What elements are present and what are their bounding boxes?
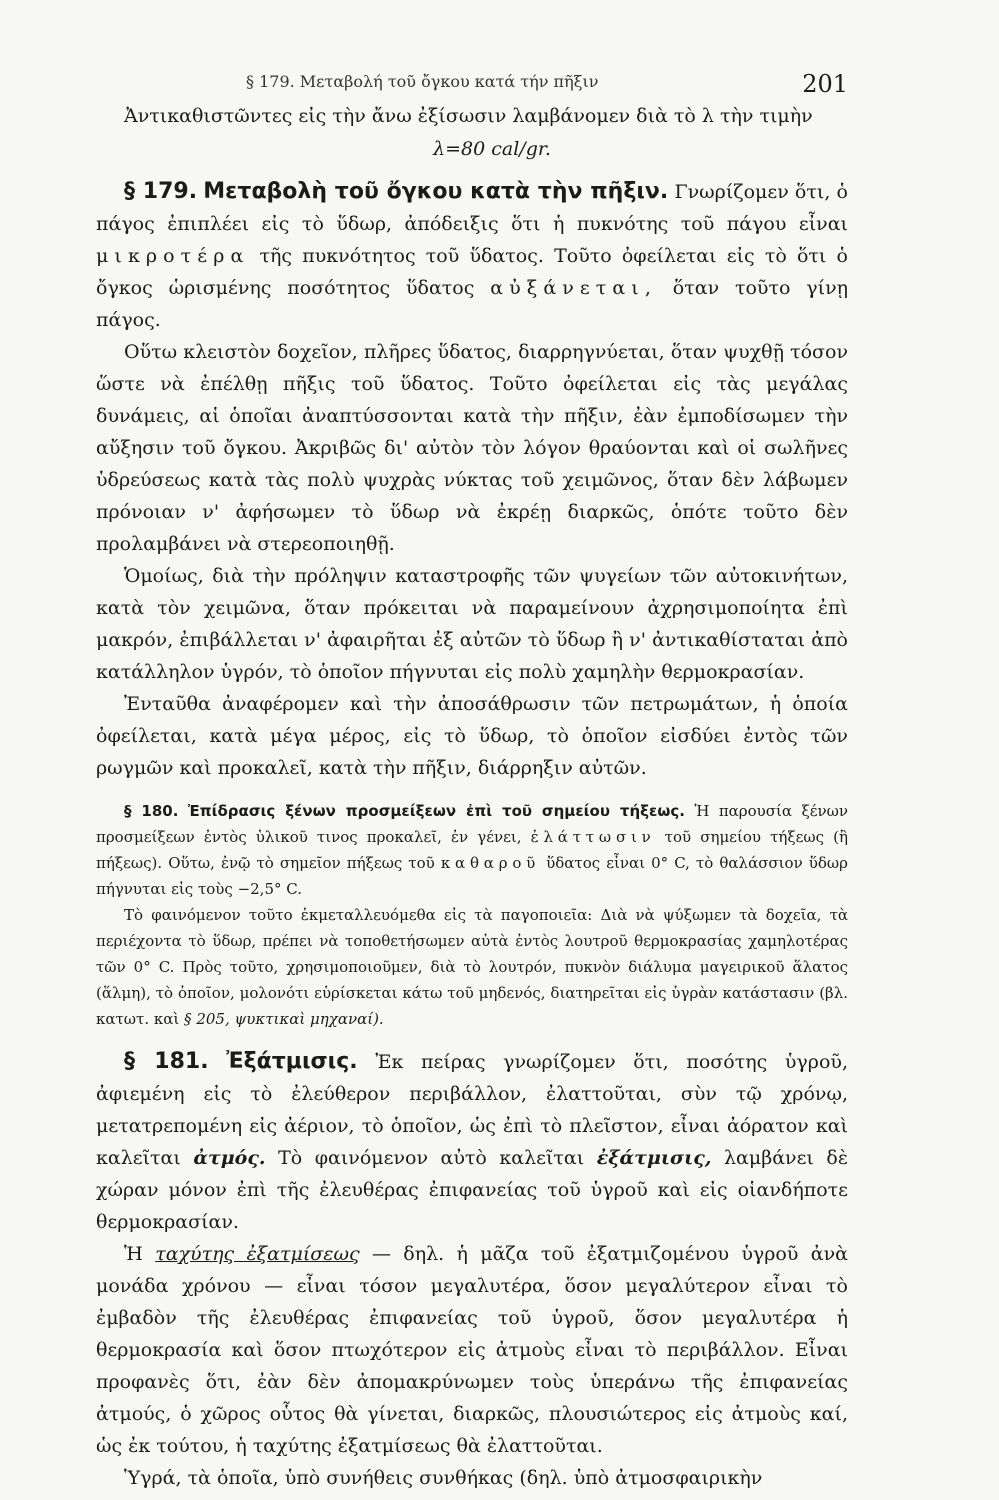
text-run: Τὸ φαινόμενον αὐτὸ καλεῖται bbox=[278, 1147, 585, 1169]
text-run: ὅταν τοῦτο γίνῃ πάγος. bbox=[96, 277, 849, 331]
spaced-emphasis: αὐξάνεται, bbox=[490, 277, 657, 299]
section-180-paragraph-2 bbox=[96, 902, 848, 1032]
page bbox=[96, 60, 848, 1494]
text-run: ὕδατος εἶναι 0° C, τὸ θαλάσσιον ὕδωρ πήγνυται εἰς τοὺς −2,5° C. bbox=[96, 854, 848, 898]
section-180-paragraph-1 bbox=[96, 798, 848, 902]
section-179-paragraph-4: Ἐνταῦθα ἀναφέρομεν καὶ τὴν ἀποσάθρωσιν τῶν πετρωμάτων, ἡ ὁποία ὀφείλεται, κατὰ μέγα μέρος, εἰς τὸ ὕδωρ, τὸ ὁποῖον εἰσδύει ἐντὸς τῶν ρωγμῶν καὶ προκαλεῖ, κατὰ τὴν πῆξιν, διάρρηξιν αὐτῶν. bbox=[96, 693, 848, 779]
page-number: 201 bbox=[802, 70, 848, 98]
spaced-emphasis: ἐλάττωσιν bbox=[530, 828, 656, 846]
section-180-number: § 180. bbox=[124, 802, 179, 820]
section-181-paragraph-1 bbox=[96, 1046, 848, 1238]
text-run: τοῦ σημείου τήξεως (ἢ πήξεως). Οὕτω, ἐνῷ τὸ σημεῖον πήξεως τοῦ bbox=[96, 828, 848, 872]
text-run: τῆς πυκνότητος τοῦ ὕδατος. Τοῦτο ὀφείλεται εἰς τὸ ὅτι ὁ ὄγκος ὡρισμένης ποσότητος ὕδατος bbox=[96, 245, 848, 299]
page-header bbox=[96, 60, 848, 100]
text-run: Γνωρίζομεν ὅτι, ὁ πάγος ἐπιπλέει εἰς τὸ ὕδωρ, ἀπόδειξις ὅτι ἡ πυκνότης τοῦ πάγου εἶναι bbox=[96, 181, 848, 235]
section-181-paragraph-3: Ὑγρά, τὰ ὁποῖα, ὑπὸ συνήθεις συνθήκας (δηλ. ὑπὸ ἀτμοσφαιρικὴν bbox=[124, 1467, 763, 1489]
term-vapor: ἀτμός. bbox=[193, 1147, 266, 1169]
text-run: λαμβάνει δὲ χώραν μόνον ἐπὶ τῆς ἐλευθέρας ἐπιφανείας τοῦ ὑγροῦ καὶ εἰς οἱανδήποτε θερμοκρασίαν. bbox=[96, 1147, 849, 1233]
term-evaporation: ἐξάτμισις, bbox=[596, 1147, 712, 1169]
section-181-paragraph-2 bbox=[96, 1238, 848, 1462]
term-evaporation-rate: ταχύτης ἐξατμίσεως bbox=[155, 1243, 360, 1265]
intro-line: Ἀντικαθιστῶντες εἰς τὴν ἄνω ἐξίσωσιν λαμβάνομεν διὰ τὸ λ τὴν τιμὴν bbox=[124, 105, 813, 127]
spaced-emphasis: καθαροῦ bbox=[440, 854, 541, 872]
running-title: § 179. Μεταβολή τοῦ ὄγκου κατά τήν πῆξιν bbox=[246, 72, 599, 91]
text-run: Ἡ bbox=[124, 1243, 143, 1265]
text-run: Τὸ φαινόμενον τοῦτο ἐκμεταλλευόμεθα εἰς τὰ παγοποιεῖα: Διὰ νὰ ψύξωμεν τὰ δοχεῖα, τὰ περιέχοντα τὸ ὕδωρ, πρέπει νὰ τοποθετήσωμεν αὐτὰ ἐντὸς λουτροῦ θερμοκρασίας χαμηλοτέρας τῶν 0° C. Πρὸς τοῦτο, χρησιμοποιοῦμεν, διὰ τὸ λουτρόν, πυκνὸν διάλυμα μαγειρικοῦ ἅλατος (ἅλμη), τὸ ὁποῖον, μολονότι εὑρίσκεται κάτω τοῦ μηδενός, διατηρεῖται εἰς ὑγρὰν κατάστασιν (βλ. κατωτ. καὶ bbox=[96, 906, 848, 1028]
main-text-continued bbox=[96, 1046, 848, 1494]
text-run: Ἐκ πείρας γνωρίζομεν ὅτι, ποσότης ὑγροῦ, ἀφιεμένη εἰς τὸ ἐλεύθερον περιβάλλον, ἐλαττοῦται, σὺν τῷ χρόνῳ, μετατρεπομένη εἰς ἀέριον, τὸ ὁποῖον, ὡς ἐπὶ τὸ πλεῖστον, εἶναι ἀόρατον καὶ καλεῖται bbox=[96, 1051, 848, 1169]
section-179-title: Μεταβολὴ τοῦ ὄγκου κατὰ τὴν πῆξιν. bbox=[203, 179, 669, 204]
spaced-emphasis: μικροτέρα bbox=[96, 245, 250, 267]
small-print-block bbox=[96, 798, 848, 1032]
section-179-paragraph-2: Οὕτω κλειστὸν δοχεῖον, πλῆρες ὕδατος, διαρρηγνύεται, ὅταν ψυχθῇ τόσον ὥστε νὰ ἐπέλθῃ πῆξις τοῦ ὕδατος. Τοῦτο ὀφείλεται εἰς τὰς μεγάλας δυνάμεις, αἱ ὁποῖαι ἀναπτύσσονται κατὰ τὴν πῆξιν, ἐὰν ἐμποδίσωμεν τὴν αὔξησιν τοῦ ὄγκου. Ἀκριβῶς δι' αὐτὸν τὸν λόγον θραύονται καὶ οἱ σωλῆνες ὑδρεύσεως κατὰ τὰς πολὺ ψυχρὰς νύκτας τοῦ χειμῶνος, ὅταν δὲν λάβωμεν πρόνοιαν ν' ἀφήσωμεν τὸ ὕδωρ νὰ ἐκρέῃ διαρκῶς, ὁπότε τοῦτο δὲν προλαμβάνει νὰ στερεοποιηθῇ. bbox=[96, 341, 848, 555]
section-180-title: Ἐπίδρασις ξένων προσμείξεων ἐπὶ τοῦ σημείου τήξεως. bbox=[187, 802, 685, 820]
section-179-paragraph-3: Ὁμοίως, διὰ τὴν πρόληψιν καταστροφῆς τῶν ψυγείων τῶν αὐτοκινήτων, κατὰ τὸν χειμῶνα, ὅταν πρόκειται νὰ παραμείνουν ἀχρησιμοποίητα ἐπὶ μακρόν, ἐπιβάλλεται ν' ἀφαιρῆται ἐξ αὐτῶν τὸ ὕδωρ ἢ ν' ἀντικαθίσταται ἀπὸ κατάλληλον ὑγρόν, τὸ ὁποῖον πήγνυται εἰς πολὺ χαμηλὴν θερμοκρασίαν. bbox=[96, 565, 848, 683]
text-run: Ἡ παρουσία ξένων προσμείξεων ἐντὸς ὑλικοῦ τινος προκαλεῖ, ἐν γένει, bbox=[96, 802, 848, 846]
section-181-number: § 181. bbox=[124, 1049, 209, 1074]
section-179-paragraph-1 bbox=[96, 176, 848, 336]
text-run: — δηλ. ἡ μᾶζα τοῦ ἐξατμιζομένου ὑγροῦ ἀνὰ μονάδα χρόνου — εἶναι τόσον μεγαλυτέρα, ὅσον μεγαλύτερον εἶναι τὸ ἐμβαδὸν τῆς ἐλευθέρας ἐπιφανείας τοῦ ὑγροῦ, ὅσον μεγαλυτέρα ἡ θερμοκρασία καὶ ὅσον πτωχότερον εἰς ἀτμοὺς εἶναι τὸ περιβάλλον. Εἶναι προφανὲς ὅτι, ἐὰν δὲν ἀπομακρύνωμεν τοὺς ὑπεράνω τῆς ἐπιφανείας ἀτμούς, ὁ χῶρος οὗτος θὰ γίνεται, διαρκῶς, πλουσιώτερος εἰς ἀτμοὺς καί, ὡς ἐκ τούτου, ἡ ταχύτης ἐξατμίσεως θὰ ἐλαττοῦται. bbox=[96, 1243, 848, 1457]
section-179-number: § 179. bbox=[124, 179, 198, 204]
cross-reference: § 205, ψυκτικαὶ μηχαναί). bbox=[184, 1010, 384, 1028]
section-181-title: Ἐξάτμισις. bbox=[226, 1049, 358, 1074]
formula-lambda: λ=80 cal/gr. bbox=[433, 138, 551, 160]
main-text bbox=[96, 100, 848, 784]
